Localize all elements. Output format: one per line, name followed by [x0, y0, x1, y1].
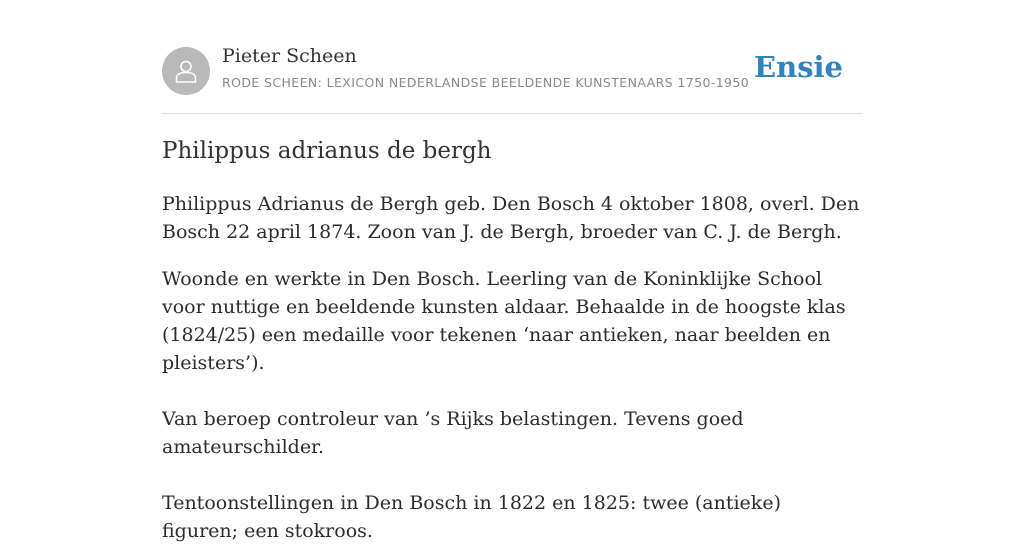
ensie-logo[interactable]: Ensie [754, 50, 843, 84]
article-paragraph: Tentoonstellingen in Den Bosch in 1822 en 1825: twee (antieke) figuren; een stokroos. [162, 492, 781, 542]
article-header [162, 0, 862, 114]
article-paragraph: Van beroep controleur van ’s Rijks belastingen. Tevens goed amateurschilder. [162, 408, 744, 458]
article-title: Philippus adrianus de bergh [162, 138, 492, 164]
article-card [162, 0, 862, 542]
source-title[interactable]: RODE SCHEEN: LEXICON NEDERLANDSE BEELDENDE KUNSTENAARS 1750-1950 [222, 75, 750, 90]
article-paragraph: Woonde en werkte in Den Bosch. Leerling van de Koninklijke School voor nuttige en beeldende kunsten aldaar. Behaalde in de hoogste klas (1824/25) een medaille voor tekenen ‘naar antieken, naar beelden en pleisters’). [162, 268, 846, 374]
article-paragraph: Philippus Adrianus de Bergh geb. Den Bosch 4 oktober 1808, overl. Den Bosch 22 april 1874. Zoon van J. de Bergh, broeder van C. J. de Bergh. [162, 193, 860, 243]
author-name[interactable]: Pieter Scheen [222, 45, 357, 67]
author-avatar[interactable] [162, 47, 210, 95]
user-icon [172, 57, 200, 85]
article-body [162, 190, 862, 545]
